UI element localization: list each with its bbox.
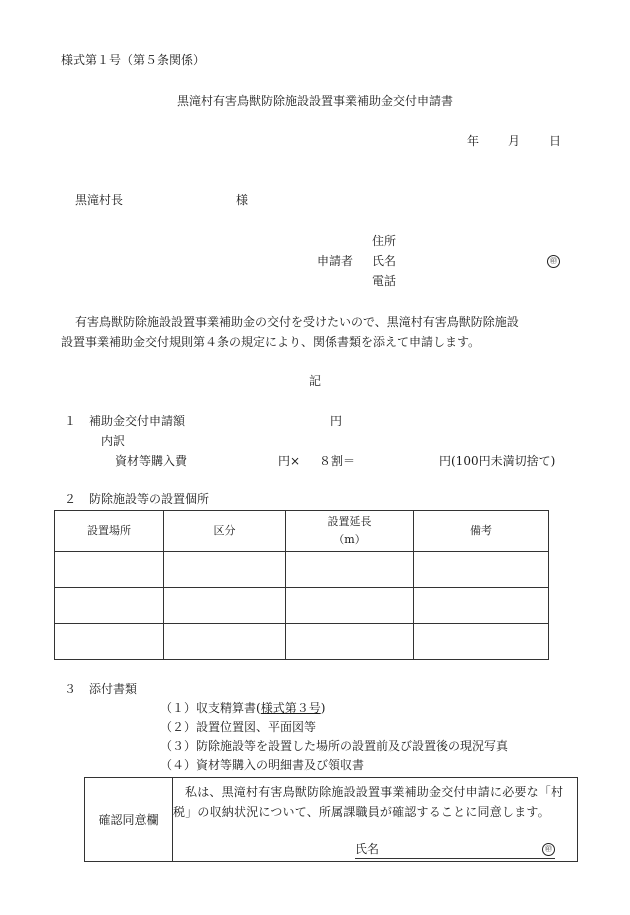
attachment-num: （４） xyxy=(160,758,197,772)
page-title: 黒滝村有害鳥獣防除施設設置事業補助金交付申請書 xyxy=(176,94,453,108)
attachment-num: （１） xyxy=(160,701,197,715)
section1-breakdown-label: 内訳 xyxy=(101,434,126,448)
attachment-item-1 xyxy=(160,700,325,716)
section1-title: 補助金交付申請額 xyxy=(89,414,186,428)
header-location: 設置場所 xyxy=(55,511,164,552)
cell-category[interactable] xyxy=(164,552,286,588)
body-text-line1: 有害鳥獣防除施設設置事業補助金の交付を受けたいので、黒滝村有害鳥獣防除施設 xyxy=(75,315,519,329)
consent-box xyxy=(84,777,578,862)
table-row xyxy=(55,588,549,624)
header-length-unit: （m） xyxy=(333,533,366,546)
body-text-line2: 設置事業補助金交付規則第４条の規定により、関係書類を添えて申請します。 xyxy=(61,335,481,349)
attachment-text: 防除施設等を設置した場所の設置前及び設置後の現況写真 xyxy=(196,739,509,753)
form-number: 様式第１号（第５条関係） xyxy=(61,53,206,67)
table-row xyxy=(55,624,549,660)
cell-length[interactable] xyxy=(286,588,414,624)
cell-category[interactable] xyxy=(164,588,286,624)
section1-item: 資材等購入費 xyxy=(115,454,188,468)
applicant-label: 申請者 xyxy=(317,254,354,268)
attachment-text: 収支精算書( xyxy=(196,701,261,715)
addressee-honorific: 様 xyxy=(236,193,249,207)
section2-number: ２ xyxy=(64,492,77,506)
cell-location[interactable] xyxy=(55,624,164,660)
consent-signature-line[interactable] xyxy=(355,840,555,859)
applicant-seal-mark: ㊞ xyxy=(547,253,560,269)
attachment-num: （３） xyxy=(160,739,197,753)
section1-rate: ８割＝ xyxy=(319,454,356,468)
section3-number: ３ xyxy=(64,682,77,696)
cell-remarks[interactable] xyxy=(414,552,549,588)
attachment-item-3 xyxy=(160,738,508,754)
cell-remarks[interactable] xyxy=(414,624,549,660)
attachment-form-ref: 様式第３号 xyxy=(260,701,321,715)
attachment-num: （２） xyxy=(160,720,197,734)
header-remarks: 備考 xyxy=(414,511,549,552)
date-year: 年 xyxy=(467,134,480,148)
section1-yen: 円 xyxy=(330,414,343,428)
attachment-item-4 xyxy=(160,757,364,773)
applicant-address-label: 住所 xyxy=(372,234,397,248)
header-category: 区分 xyxy=(164,511,286,552)
consent-text: 私は、黒滝村有害鳥獣防除施設設置事業補助金交付申請に必要な「村税」の収納状況について、所属課職員が確認することに同意します。 xyxy=(173,785,564,819)
header-length xyxy=(286,511,414,552)
attachment-item-2 xyxy=(160,719,316,735)
section2-title: 防除施設等の設置個所 xyxy=(89,492,210,506)
cell-length[interactable] xyxy=(286,552,414,588)
cell-length[interactable] xyxy=(286,624,414,660)
consent-seal-mark: ㊞ xyxy=(542,843,555,856)
applicant-phone-label: 電話 xyxy=(372,274,397,288)
section1-rounding: 円(100円未満切捨て) xyxy=(439,454,556,468)
header-length-label: 設置延長 xyxy=(327,515,372,528)
consent-label: 確認同意欄 xyxy=(85,778,173,861)
section3-title: 添付書類 xyxy=(89,682,138,696)
section1-number: １ xyxy=(64,414,77,428)
consent-signature-label: 氏名 xyxy=(355,842,380,856)
table-row xyxy=(55,552,549,588)
addressee-name: 黒滝村長 xyxy=(75,193,124,207)
ki-heading: 記 xyxy=(308,374,321,388)
cell-remarks[interactable] xyxy=(414,588,549,624)
attachment-text: 資材等購入の明細書及び領収書 xyxy=(196,758,365,772)
attachment-close: ) xyxy=(320,701,326,715)
date-day: 日 xyxy=(549,134,562,148)
section1-yen-times: 円× xyxy=(278,454,301,468)
attachment-text: 設置位置図、平面図等 xyxy=(196,720,317,734)
table-header-row xyxy=(55,511,549,552)
cell-category[interactable] xyxy=(164,624,286,660)
cell-location[interactable] xyxy=(55,552,164,588)
applicant-name-label: 氏名 xyxy=(372,254,397,268)
date-month: 月 xyxy=(508,134,521,148)
cell-location[interactable] xyxy=(55,588,164,624)
installation-sites-table xyxy=(54,510,549,660)
